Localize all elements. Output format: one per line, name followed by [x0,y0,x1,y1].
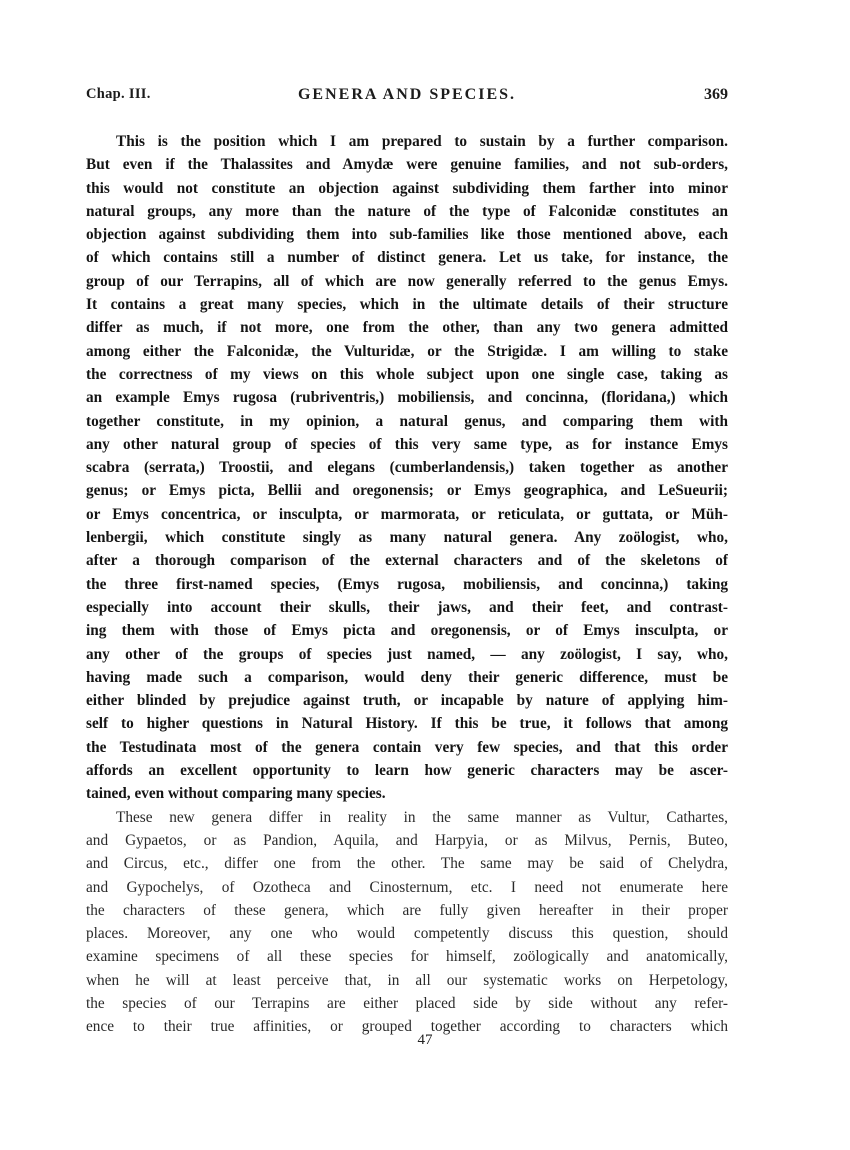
text-line: or Emys concentrica, or insculpta, or marmorata, or reticulata, or guttata, or Müh- [86,505,728,523]
text-line: the species of our Terrapins are either placed side by side without any refer- [86,994,728,1012]
text-line: either blinded by prejudice against truth, or incapable by nature of applying him- [86,692,728,710]
text-line: affords an excellent opportunity to learn how generic characters may be ascer- [86,762,728,780]
text-line: having made such a comparison, would deny their generic difference, must be [86,668,728,686]
text-line: It contains a great many species, which in the ultimate details of their structure [86,296,728,314]
page-number: 369 [704,86,728,103]
text-line: tained, even without comparing many species. [86,785,386,803]
text-line: of which contains still a number of distinct genera. Let us take, for instance, the [86,249,728,267]
text-line: ence to their true affinities, or grouped together according to characters which [86,1018,728,1036]
text-line: This is the position which I am prepared to sustain by a further comparison. [116,133,728,150]
text-line: self to higher questions in Natural History. If this be true, it follows that among [86,715,728,733]
text-line: an example Emys rugosa (rubriventris,) mobiliensis, and concinna, (floridana,) which [86,389,728,407]
text-line: natural groups, any more than the nature of the type of Falconidæ constitutes an [86,202,728,220]
running-head [86,86,728,110]
text-line: genus; or Emys picta, Bellii and oregonensis; or Emys geographica, and LeSueurii; [86,482,728,500]
text-line: scabra (serrata,) Troostii, and elegans (cumberlandensis,) taken together as another [86,459,728,477]
text-line: examine specimens of all these species for himself, zoölogically and anatomically, [86,948,728,966]
text-line: especially into account their skulls, their jaws, and their feet, and contrast- [86,598,728,616]
text-line: and Circus, etc., differ one from the other. The same may be said of Chelydra, [86,855,728,873]
text-line: the characters of these genera, which are fully given hereafter in their proper [86,901,728,919]
text-line: the three first-named species, (Emys rugosa, mobiliensis, and concinna,) taking [86,575,728,593]
text-line: group of our Terrapins, all of which are now generally referred to the genus Emys. [86,272,728,290]
text-line: places. Moreover, any one who would competently discuss this question, should [86,925,728,943]
text-line: the Testudinata most of the genera contain very few species, and that this order [86,738,728,756]
page-title: GENERA AND SPECIES. [297,86,517,103]
text-line: and Gypaetos, or as Pandion, Aquila, and Harpyia, or as Milvus, Pernis, Buteo, [86,831,728,849]
text-line: together constitute, in my opinion, a natural genus, and comparing them with [86,412,728,430]
chapter-label: Chap. III. [86,86,151,102]
text-line: These new genera differ in reality in the same manner as Vultur, Cathartes, [116,808,728,826]
text-line: But even if the Thalassites and Amydæ were genuine families, and not sub-orders, [86,156,728,174]
text-line: the correctness of my views on this whole subject upon one single case, taking as [86,365,728,383]
text-line: after a thorough comparison of the external characters and of the skeletons of [86,552,728,570]
text-line: and Gypochelys, of Ozotheca and Cinosternum, etc. I need not enumerate here [86,878,728,896]
text-line: when he will at least perceive that, in all our systematic works on Herpetology, [86,971,728,989]
text-line: differ as much, if not more, one from the other, than any two genera admitted [86,319,728,337]
text-line: this would not constitute an objection against subdividing them farther into minor [86,179,728,197]
paragraph-1 [86,130,728,806]
paragraph-2 [86,806,728,1039]
text-line: objection against subdividing them into sub-families like those mentioned above, each [86,226,728,244]
text-line: among either the Falconidæ, the Vulturidæ, or the Strigidæ. I am willing to stake [86,342,728,360]
text-line: ing them with those of Emys picta and oregonensis, or of Emys insculpta, or [86,622,728,640]
text-line: any other of the groups of species just named, — any zoölogist, I say, who, [86,645,728,663]
text-line: lenbergii, which constitute singly as many natural genera. Any zoölogist, who, [86,529,728,547]
body-text [86,130,728,1039]
text-line: any other natural group of species of this very same type, as for instance Emys [86,435,728,453]
signature-mark: 47 [417,1032,433,1048]
